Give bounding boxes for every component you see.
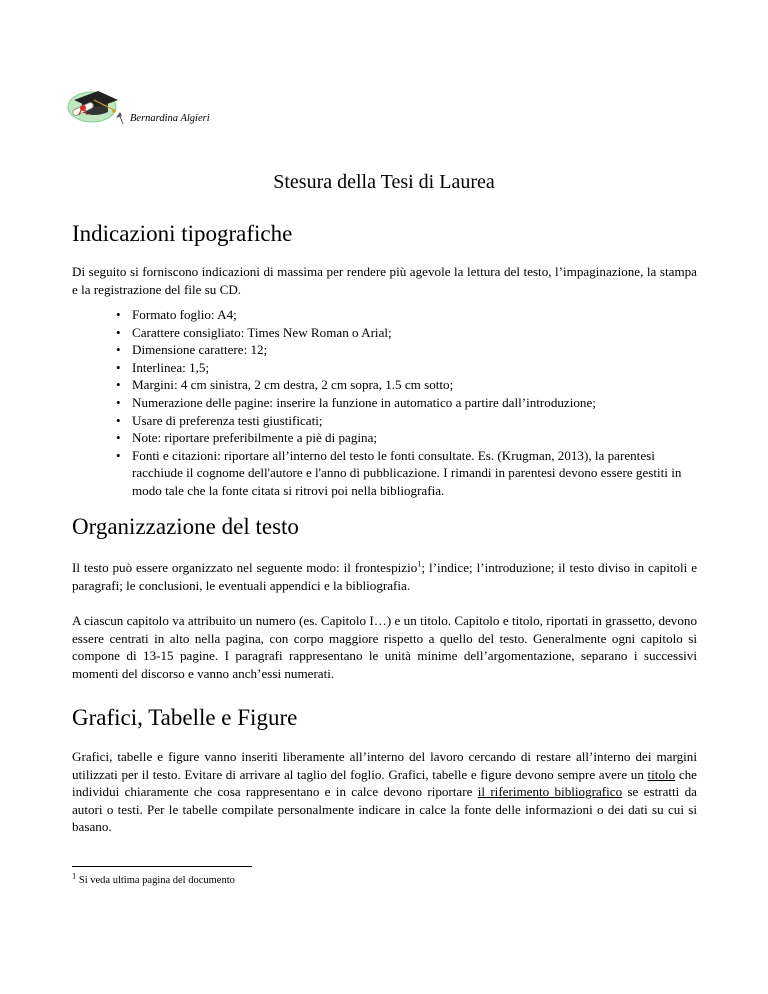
section-heading-typography: Indicazioni tipografiche — [72, 221, 293, 246]
organization-paragraph-1: Il testo può essere organizzato nel seguente modo: il frontespizio$^1$; l’indice; l’introduzione; il testo diviso in capitoli e paragrafi; le conclusioni, le eventuali appendici e la bibliografia. — [72, 558, 698, 593]
list-item: • Numerazione delle pagine: inserire la funzione in automatico a partire dall’introduzione; — [116, 394, 596, 410]
footnote — [72, 870, 235, 888]
footnote-reference: 1 — [417, 558, 422, 569]
underlined-term-title: titolo — [647, 766, 676, 782]
section-heading-figures: Grafici, Tabelle e Figure — [72, 705, 298, 730]
figures-paragraph: Grafici, tabelle e figure vanno inseriti liberamente all’interno del lavoro cercando di restare all’interno dei margini utilizzati per il testo. Evitare di arrivare al taglio del foglio. Grafici, tabelle e figure devono sempre avere un titolo che individui chiaramente che cosa rappresentano e in calce devono riportare il riferimento bibliografico se estratti da autori o testi. Per le tabelle compilate personalmente indicare in calce la fonte delle informazioni o dei dati su cui si basano. — [72, 749, 697, 835]
list-item: • Carattere consigliato: Times New Roman o Arial; — [116, 324, 392, 340]
list-item: • Margini: 4 cm sinistra, 2 cm destra, 2 cm sopra, 1.5 cm sotto; — [116, 377, 454, 393]
bullet-glyph: • — [116, 324, 121, 340]
list-item: • Note: riportare preferibilmente a piè di pagina; — [116, 430, 378, 446]
list-item: • Interlinea: 1,5; — [116, 359, 210, 375]
bullet-glyph: • — [116, 307, 121, 322]
document-title: Stesura della Tesi di Laurea — [273, 171, 495, 193]
bullet-glyph: • — [116, 394, 121, 410]
bullet-glyph: • — [116, 377, 121, 393]
footnote-text: Si veda ultima pagina del documento — [78, 875, 235, 886]
graduation-cap-logo — [66, 82, 126, 128]
bullet-glyph: • — [116, 342, 121, 358]
section-heading-organization: Organizzazione del testo — [72, 514, 299, 539]
bullet-glyph: • — [116, 412, 121, 428]
list-item: • Usare di preferenza testi giustificati; — [116, 412, 323, 428]
list-item: • Fonti e citazioni: riportare all’interno del testo le fonti consultate. Es. (Krugman, 2013), la parentesi racchiude il cognome dell'autore e l'anno di pubblicazione. I rimandi in parentesi devono essere gestiti in modo tale che la fonte citata si ritrovi poi nella bibliografia. — [116, 447, 682, 498]
list-item: • Formato foglio: A4; — [116, 307, 237, 322]
organization-paragraph-2: A ciascun capitolo va attribuito un numero (es. Capitolo I…) e un titolo. Capitolo e titolo, riportati in grassetto, devono essere centrati in alto nella pagina, con corpo maggiore rispetto a quello del testo. Generalmente ogni capitolo si compone di 13-15 pagine. I paragrafi rappresentano le unità minime dell’argomentazione, separano i successivi momenti del discorso e vanno anch’essi numerati. — [72, 613, 697, 681]
author-name: Bernardina Algieri — [130, 113, 210, 124]
typography-intro-paragraph: Di seguito si forniscono indicazioni di massima per rendere più agevole la lettura del testo, l’impaginazione, la stampa e la registrazione del file su CD. — [72, 264, 697, 297]
footnote-separator — [72, 866, 252, 867]
footnote-number: 1 — [72, 870, 77, 881]
bullet-glyph: • — [116, 430, 121, 446]
list-item: • Dimensione carattere: 12; — [116, 342, 268, 358]
typography-bullet-list — [72, 306, 697, 500]
bullet-glyph: • — [116, 447, 121, 463]
bullet-glyph: • — [116, 359, 121, 375]
underlined-term-reference: il riferimento bibliografico — [477, 784, 623, 800]
